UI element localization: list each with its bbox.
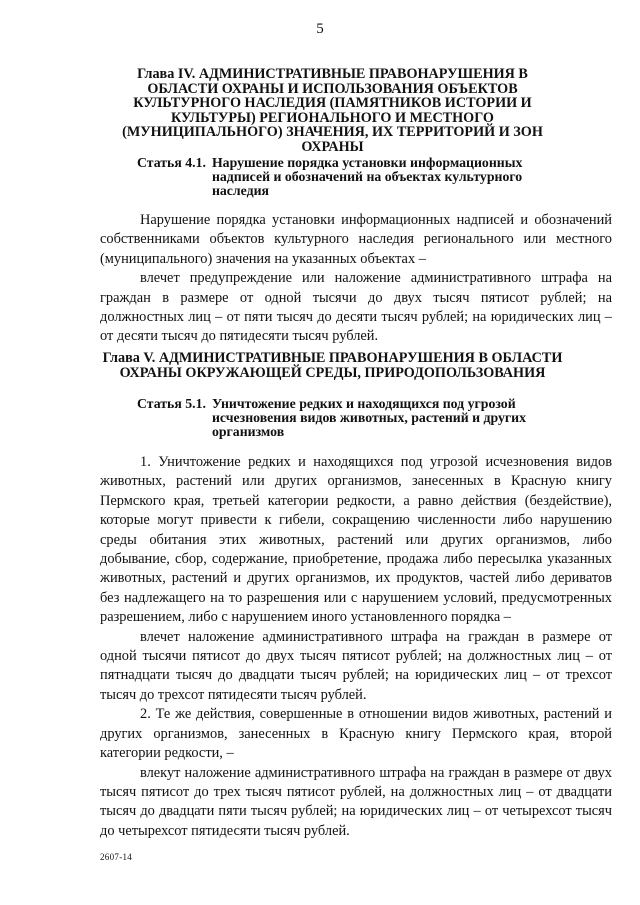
article-4-1-number: Статья 4.1. <box>137 155 206 170</box>
paragraph: влекут наложение административного штрафа на граждан в размере от двух тысяч пятисот до трех тысяч пятисот рублей, на должностных лиц – от двадцати тысяч до двадцати пяти тысяч рублей; на юридических лиц – от четырехсот тысяч до четырехсот пятидесяти тысяч рублей. <box>100 764 612 839</box>
chapter-5-title: Глава V. АДМИНИСТРАТИВНЫЕ ПРАВОНАРУШЕНИЯ В ОБЛАСТИ ОХРАНЫ ОКРУЖАЮЩЕЙ СРЕДЫ, ПРИРОДОПОЛЬЗОВАНИЯ <box>102 350 563 381</box>
chapter-4-title: Глава IV. АДМИНИСТРАТИВНЫЕ ПРАВОНАРУШЕНИЯ В ОБЛАСТИ ОХРАНЫ И ИСПОЛЬЗОВАНИЯ ОБЪЕКТОВ КУЛЬТУРНОГО НАСЛЕДИЯ (ПАМЯТНИКОВ ИСТОРИИ И КУЛЬТУРЫ) РЕГИОНАЛЬНОГО И МЕСТНОГО (МУНИЦИПАЛЬНОГО) ЗНАЧЕНИЯ, ИХ ТЕРРИТОРИЙ И ЗОН ОХРАНЫ <box>122 66 543 155</box>
document-code: 2607-14 <box>100 852 133 862</box>
article-4-1-body <box>100 211 612 347</box>
article-5-1-heading <box>137 397 567 439</box>
article-4-1-title: Нарушение порядка установки информационных надписей и обозначений на объектах культурного наследия <box>211 155 523 198</box>
article-5-1-title: Уничтожение редких и находящихся под угрозой исчезновения видов животных, растений и других организмов <box>211 396 527 439</box>
article-4-1-heading <box>137 156 567 198</box>
paragraph: влечет предупреждение или наложение административного штрафа на граждан в размере от одной тысячи до двух тысяч пятисот рублей; на должностных лиц – от пяти тысяч до десяти тысяч рублей; на юридических лиц – от десяти тысяч до пятидесяти тысяч рублей. <box>100 270 612 345</box>
article-5-1-number: Статья 5.1. <box>137 396 206 411</box>
paragraph: 1. Уничтожение редких и находящихся под угрозой исчезновения видов животных, растений или других организмов, занесенных в Красную книгу Пермского края, третьей категории редкости, а равно действия (бездействие), которые могут привести к гибели, сокращению численности либо нарушению среды обитания этих животных, растений или других организмов, либо добывание, сбор, содержание, приобретение, продажа либо пересылка указанных животных, растений и других организмов, их продуктов, частей либо дериватов без надлежащего на то разрешения или с нарушением условий, предусмотренных разрешением, либо с нарушением иного установленного порядка – <box>100 454 612 626</box>
paragraph: Нарушение порядка установки информационных надписей и обозначений собственниками объектов культурного наследия регионального или местного (муниципального) значения на указанных объектах – <box>100 212 612 267</box>
paragraph: влечет наложение административного штрафа на граждан в размере от одной тысячи пятисот до двух тысяч пятисот рублей; на должностных лиц – от пятнадцати тысяч до двадцати тысяч рублей; на юридических лиц – от трехсот тысяч до трехсот пятидесяти тысяч рублей. <box>100 628 612 703</box>
paragraph: 2. Те же действия, совершенные в отношении видов животных, растений и других организмов, занесенных в Красную книгу Пермского края, второй категории редкости, – <box>100 706 612 762</box>
page-number: 5 <box>316 21 324 37</box>
article-5-1-body <box>100 453 612 841</box>
